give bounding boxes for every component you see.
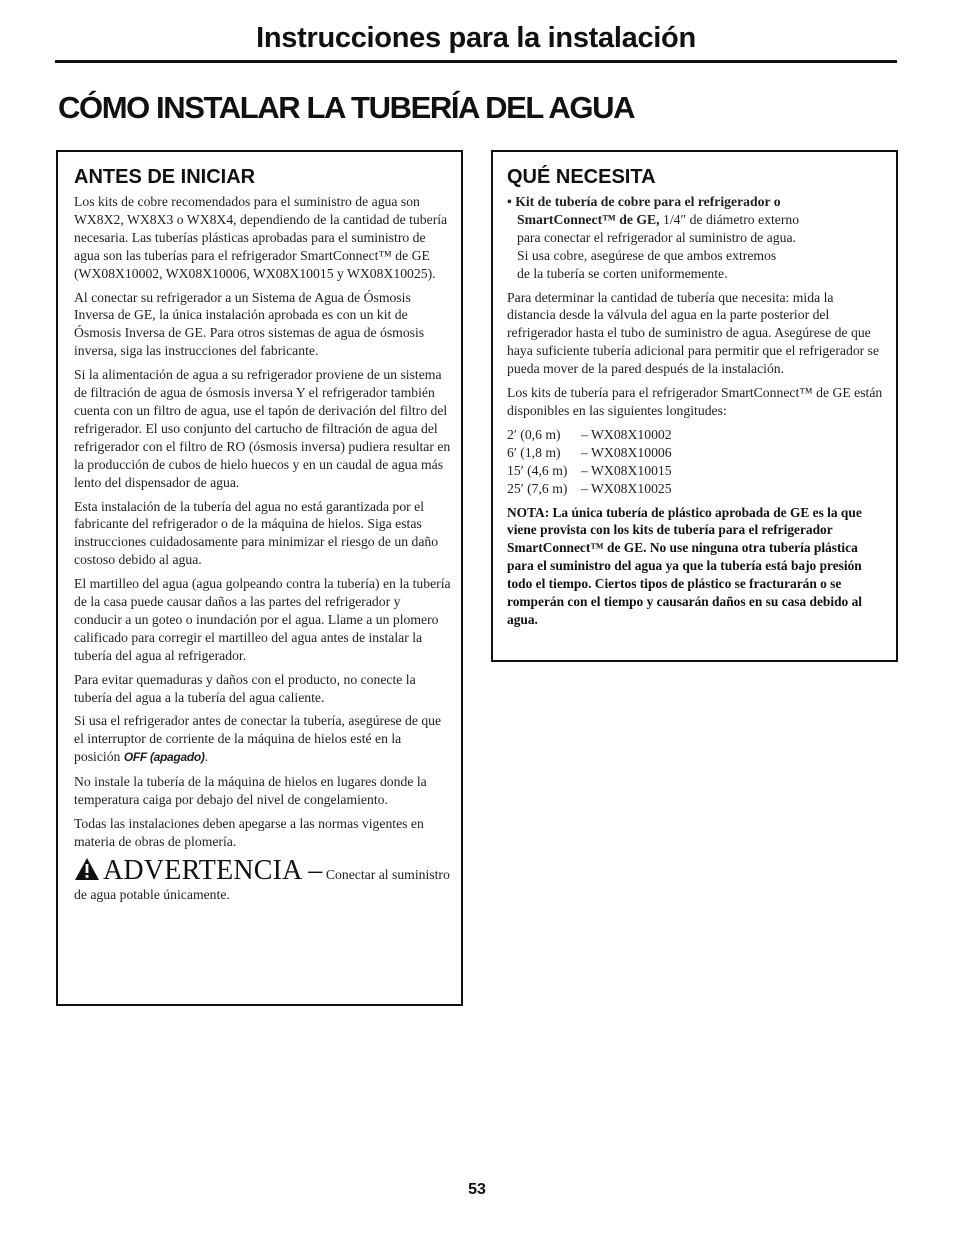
note-plastic-tubing: NOTA: La única tubería de plástico aprobada de GE es la que viene provista con los kits de tubería para el refrigerador SmartConnect™ de GE. No use ninguna otra tubería plástica para el suministro del agua ya que la tubería está bajo presión todo el tiempo. Ciertos tipos de plástico se fracturarán o se romperán con el tiempo y causarán daños en su casa debido al agua. <box>507 504 863 627</box>
icemaker-text-after: . <box>204 749 208 765</box>
bullet-bold-text: SmartConnect™ de GE, <box>517 211 660 227</box>
list-item <box>507 462 884 480</box>
list-item-tubing-kit <box>507 193 884 283</box>
length-size: 25′ (7,6 m) <box>507 480 568 496</box>
length-part-number: – WX08X10002 <box>581 426 672 442</box>
warning-block <box>74 854 451 904</box>
length-size: 2′ (0,6 m) <box>507 426 561 442</box>
paragraph-freezing: No instale la tubería de la máquina de hielos en lugares donde la temperatura caiga por debajo del nivel de congelamiento. <box>74 774 427 808</box>
page-number: 53 <box>468 1181 486 1198</box>
paragraph-icemaker-switch <box>74 712 451 767</box>
warning-text: Conectar al suministro de agua potable únicamente. <box>74 866 450 902</box>
bullet-diameter-text: 1/4″ de diámetro externo <box>659 211 800 227</box>
page-header-title: Instrucciones para la instalación <box>256 22 696 54</box>
length-size: 6′ (1,8 m) <box>507 444 561 460</box>
bullet-line-3: para conectar el refrigerador al suministro de agua. <box>517 229 796 245</box>
bullet-line-4: Si usa cobre, asegúrese de que ambos extremos <box>517 247 777 263</box>
list-item <box>507 480 884 498</box>
before-you-begin-heading: ANTES DE INICIAR <box>74 166 256 188</box>
length-part-number: – WX08X10025 <box>581 480 672 496</box>
paragraph-measure-tubing: Para determinar la cantidad de tubería que necesita: mida la distancia desde la válvula del agua en la parte posterior del refrigerador hasta el tubo de suministro de agua. Asegúrese de que haya suficiente tubería adicional para permitir que el refrigerador se pueda mover de la pared después de la instalación. <box>507 289 880 377</box>
paragraph-water-hammer: El martilleo del agua (agua golpeando contra la tubería) en la tubería de la casa puede causar daños a las partes del refrigerador y conducir a un goteo o inundación por el agua. Llame a un plomero calificado para corregir el martilleo del agua antes de instalar la tubería del agua al refrigerador. <box>74 576 451 663</box>
length-part-number: – WX08X10006 <box>581 444 672 460</box>
length-part-number: – WX08X10015 <box>581 462 672 478</box>
warning-label: ADVERTENCIA – <box>103 854 323 886</box>
kit-lengths-list <box>507 426 884 498</box>
warning-triangle-icon <box>74 857 100 886</box>
what-you-need-box <box>491 150 898 662</box>
list-item <box>507 426 884 444</box>
paragraph-hot-water: Para evitar quemaduras y daños con el producto, no conecte la tubería del agua a la tubería del agua caliente. <box>74 671 416 705</box>
list-item <box>507 444 884 462</box>
before-you-begin-box <box>56 150 463 1006</box>
paragraph-plumbing-codes: Todas las instalaciones deben apegarse a las normas vigentes en materia de obras de plomería. <box>74 816 424 849</box>
bullet-line-2 <box>507 211 884 229</box>
paragraph-copper-kits: Los kits de cobre recomendados para el suministro de agua son WX8X2, WX8X3 o WX8X4, dependiendo de la cantidad de tubería necesaria. Las tuberías plásticas aprobadas para el suministro de agua son las tuberías para el refrigerador SmartConnect™ de GE (WX08X10002, WX08X10006, WX08X10015 y WX08X10025). <box>74 194 448 281</box>
paragraph-kit-lengths: Los kits de tubería para el refrigerador SmartConnect™ de GE están disponibles en las siguientes longitudes: <box>507 385 883 418</box>
section-title: CÓMO INSTALAR LA TUBERÍA DEL AGUA <box>58 90 635 125</box>
paragraph-filter-bypass: Si la alimentación de agua a su refrigerador proviene de un sistema de filtración de agua de ósmosis inversa Y el refrigerador también cuenta con un filtro de agua, use el tapón de derivación del filtro del refrigerador. El uso conjunto del cartucho de filtración de agua del refrigerador con el filtro de RO (ósmosis inversa) pudiera resultar en la producción de cubos de hielo huecos y en un caudal de agua más lento del dispensador de agua. <box>74 367 451 490</box>
length-size: 15′ (4,6 m) <box>507 462 568 478</box>
header-divider <box>55 60 897 63</box>
bullet-line-5: de la tubería se corten uniformemente. <box>517 265 728 281</box>
off-position-label: OFF (apagado) <box>123 750 205 765</box>
icemaker-text-before: Si usa el refrigerador antes de conectar la tubería, asegúrese de que el interruptor de corriente de la máquina de hielos esté en la posición <box>74 713 442 765</box>
paragraph-warranty: Esta instalación de la tubería del agua no está garantizada por el fabricante del refrigerador o de la máquina de hielos. Siga estas instrucciones cuidadosamente para minimizar el riesgo de un daño costoso debido al agua. <box>74 498 439 568</box>
paragraph-reverse-osmosis: Al conectar su refrigerador a un Sistema de Agua de Ósmosis Inversa de GE, la única instalación aprobada es con un kit de Ósmosis Inversa de GE. Para otros sistemas de agua de ósmosis inversa, siga las instrucciones del fabricante. <box>74 289 425 359</box>
what-you-need-heading: QUÉ NECESITA <box>507 166 656 188</box>
bullet-line-1: • Kit de tubería de cobre para el refrigerador o <box>507 194 781 209</box>
